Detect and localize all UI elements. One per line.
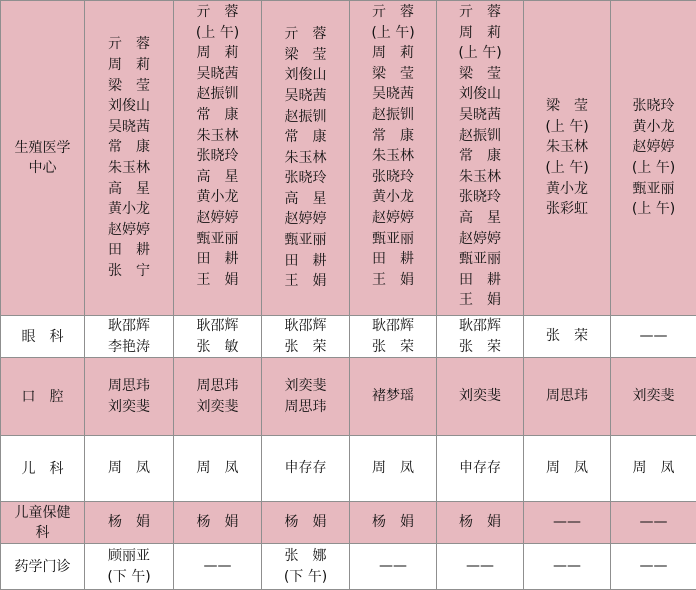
doctor-name: 张 荣	[350, 337, 436, 358]
doctor-name: 常 康	[262, 127, 349, 148]
doctor-name: 张 娜	[262, 546, 349, 567]
doctor-name: 田 耕	[350, 249, 436, 270]
doctor-name: 梁 莹	[350, 64, 436, 85]
row-pediatrics	[1, 436, 696, 502]
doctor-name: 甄亚丽	[174, 229, 261, 250]
doctor-name: (上 午)	[174, 23, 261, 44]
doctor-cell	[85, 502, 174, 544]
dept-cell	[1, 544, 85, 590]
doctor-cell	[350, 544, 437, 590]
doctor-name: 高 星	[437, 208, 523, 229]
doctor-name: 赵振钏	[262, 107, 349, 128]
doctor-name: 赵婷婷	[437, 229, 523, 250]
doctor-name: 周 凤	[350, 458, 436, 479]
doctor-name: (上 午)	[350, 23, 436, 44]
doctor-name: (上 午)	[611, 158, 696, 179]
doctor-name: 田 耕	[437, 270, 523, 291]
doctor-name: 刘俊山	[262, 65, 349, 86]
doctor-name: 耿邵辉	[262, 316, 349, 337]
doctor-cell	[262, 358, 350, 436]
doctor-name: 刘俊山	[85, 96, 173, 117]
doctor-name: 甄亚丽	[611, 179, 696, 200]
department-name: 药学门诊	[1, 557, 84, 577]
doctor-name: 高 星	[85, 179, 173, 200]
dept-cell	[1, 502, 85, 544]
doctor-cell	[437, 436, 524, 502]
doctor-name: 田 耕	[262, 251, 349, 272]
doctor-name: (上 午)	[524, 117, 610, 138]
no-schedule-dash: ——	[524, 556, 610, 577]
doctor-name: 黄小龙	[85, 199, 173, 220]
department-name: 眼 科	[1, 327, 84, 347]
doctor-name: 王 娟	[437, 290, 523, 311]
doctor-name: 朱玉林	[350, 146, 436, 167]
doctor-name: 常 康	[174, 105, 261, 126]
doctor-name: 田 耕	[85, 240, 173, 261]
doctor-name: 亓 蓉	[437, 2, 523, 23]
doctor-name: 吴晓茜	[437, 105, 523, 126]
doctor-name: 赵婷婷	[85, 220, 173, 241]
doctor-name: 耿邵辉	[350, 316, 436, 337]
doctor-name: 吴晓茜	[174, 64, 261, 85]
doctor-name: 赵婷婷	[611, 137, 696, 158]
doctor-name: 张晓玲	[174, 146, 261, 167]
doctor-name: 杨 娟	[85, 512, 173, 533]
no-schedule-dash: ——	[524, 512, 610, 533]
doctor-name: 周 莉	[174, 43, 261, 64]
doctor-name: 亓 蓉	[174, 2, 261, 23]
doctor-name: 朱玉林	[174, 126, 261, 147]
doctor-name: 周思玮	[262, 397, 349, 418]
doctor-name: 周 莉	[437, 23, 523, 44]
doctor-name: 梁 莹	[524, 96, 610, 117]
doctor-name: 张彩虹	[524, 199, 610, 220]
doctor-name: 高 星	[174, 167, 261, 188]
dept-cell	[1, 1, 85, 316]
doctor-name: 黄小龙	[174, 187, 261, 208]
row-reproductive-medicine	[1, 1, 696, 316]
doctor-name: 田 耕	[174, 249, 261, 270]
department-name: 生殖医学	[1, 138, 84, 158]
doctor-cell	[524, 358, 611, 436]
doctor-cell	[262, 436, 350, 502]
doctor-cell	[437, 502, 524, 544]
doctor-name: 申存存	[437, 458, 523, 479]
doctor-cell	[174, 502, 262, 544]
doctor-name: 耿邵辉	[174, 316, 261, 337]
doctor-cell	[524, 502, 611, 544]
doctor-name: (下 午)	[262, 567, 349, 588]
doctor-name: 赵振钏	[350, 105, 436, 126]
doctor-name: 黄小龙	[611, 117, 696, 138]
doctor-name: 刘奕斐	[437, 386, 523, 407]
no-schedule-dash: ——	[611, 326, 696, 347]
doctor-cell	[524, 544, 611, 590]
doctor-name: 耿邵辉	[85, 316, 173, 337]
doctor-name: 梁 莹	[85, 76, 173, 97]
row-ophthalmology	[1, 316, 696, 358]
doctor-cell	[262, 544, 350, 590]
doctor-cell	[437, 358, 524, 436]
doctor-cell	[85, 544, 174, 590]
doctor-cell	[611, 1, 696, 316]
doctor-name: 亓 蓉	[262, 24, 349, 45]
doctor-name: 张晓玲	[611, 96, 696, 117]
dept-cell	[1, 316, 85, 358]
doctor-name: 周 凤	[611, 458, 696, 479]
doctor-cell	[174, 358, 262, 436]
doctor-name: 张 荣	[262, 337, 349, 358]
doctor-name: 周思玮	[524, 386, 610, 407]
doctor-cell	[350, 316, 437, 358]
doctor-name: 杨 娟	[437, 512, 523, 533]
doctor-name: 张 荣	[524, 326, 610, 347]
doctor-name: 亓 蓉	[85, 34, 173, 55]
doctor-name: 刘奕斐	[85, 397, 173, 418]
doctor-name: 梁 莹	[262, 45, 349, 66]
doctor-cell	[174, 316, 262, 358]
doctor-cell	[611, 436, 696, 502]
no-schedule-dash: ——	[437, 556, 523, 577]
doctor-name: (上 午)	[524, 158, 610, 179]
doctor-name: 王 娟	[262, 271, 349, 292]
doctor-name: (上 午)	[437, 43, 523, 64]
doctor-cell	[350, 358, 437, 436]
doctor-name: 黄小龙	[524, 179, 610, 200]
doctor-name: 朱玉林	[85, 158, 173, 179]
doctor-name: 周思玮	[85, 376, 173, 397]
doctor-name: 刘奕斐	[174, 397, 261, 418]
dept-cell	[1, 436, 85, 502]
doctor-name: 张 荣	[437, 337, 523, 358]
doctor-name: 王 娟	[350, 270, 436, 291]
doctor-name: 吴晓茜	[262, 86, 349, 107]
doctor-cell	[85, 316, 174, 358]
doctor-name: 周 凤	[524, 458, 610, 479]
doctor-cell	[611, 544, 696, 590]
doctor-name: 张 敏	[174, 337, 261, 358]
doctor-name: 周 莉	[350, 43, 436, 64]
doctor-name: 赵婷婷	[350, 208, 436, 229]
doctor-name: 常 康	[437, 146, 523, 167]
doctor-name: 刘奕斐	[611, 386, 696, 407]
doctor-name: 张 宁	[85, 261, 173, 282]
doctor-name: 赵婷婷	[262, 209, 349, 230]
doctor-cell	[262, 316, 350, 358]
doctor-name: 吴晓茜	[85, 117, 173, 138]
doctor-name: 甄亚丽	[437, 249, 523, 270]
doctor-name: 吴晓茜	[350, 84, 436, 105]
doctor-name: 杨 娟	[174, 512, 261, 533]
doctor-cell	[262, 1, 350, 316]
doctor-name: 周 凤	[85, 458, 173, 479]
doctor-name: 张晓玲	[262, 168, 349, 189]
doctor-name: 杨 娟	[262, 512, 349, 533]
doctor-cell	[437, 316, 524, 358]
doctor-name: 朱玉林	[524, 137, 610, 158]
doctor-name: 常 康	[85, 137, 173, 158]
doctor-cell	[350, 436, 437, 502]
doctor-name: 朱玉林	[437, 167, 523, 188]
doctor-cell	[350, 502, 437, 544]
doctor-name: 周 莉	[85, 55, 173, 76]
doctor-cell	[262, 502, 350, 544]
doctor-cell	[611, 316, 696, 358]
doctor-cell	[85, 436, 174, 502]
doctor-cell	[85, 358, 174, 436]
doctor-name: 李艳涛	[85, 337, 173, 358]
doctor-name: 常 康	[350, 126, 436, 147]
doctor-cell	[524, 1, 611, 316]
doctor-cell	[524, 316, 611, 358]
doctor-name: 刘奕斐	[262, 376, 349, 397]
doctor-name: 周 凤	[174, 458, 261, 479]
row-stomatology	[1, 358, 696, 436]
no-schedule-dash: ——	[350, 556, 436, 577]
doctor-name: 赵婷婷	[174, 208, 261, 229]
row-child-health	[1, 502, 696, 544]
dept-cell	[1, 358, 85, 436]
department-name: 科	[1, 523, 84, 543]
doctor-name: 申存存	[262, 458, 349, 479]
doctor-name: 张晓玲	[350, 167, 436, 188]
doctor-name: 周思玮	[174, 376, 261, 397]
doctor-name: 张晓玲	[437, 187, 523, 208]
doctor-name: 甄亚丽	[262, 230, 349, 251]
doctor-cell	[437, 1, 524, 316]
doctor-name: 朱玉林	[262, 148, 349, 169]
doctor-cell	[437, 544, 524, 590]
doctor-cell	[174, 436, 262, 502]
doctor-name: 刘俊山	[437, 84, 523, 105]
doctor-name: 赵振钏	[437, 126, 523, 147]
doctor-name: 顾丽亚	[85, 546, 173, 567]
doctor-name: 甄亚丽	[350, 229, 436, 250]
doctor-cell	[174, 544, 262, 590]
doctor-name: 耿邵辉	[437, 316, 523, 337]
doctor-name: 梁 莹	[437, 64, 523, 85]
doctor-name: 高 星	[262, 189, 349, 210]
doctor-cell	[350, 1, 437, 316]
doctor-name: 杨 娟	[350, 512, 436, 533]
no-schedule-dash: ——	[611, 556, 696, 577]
department-name: 儿 科	[1, 459, 84, 479]
no-schedule-dash: ——	[174, 556, 261, 577]
doctor-name: 亓 蓉	[350, 2, 436, 23]
doctor-cell	[174, 1, 262, 316]
doctor-name: 黄小龙	[350, 187, 436, 208]
doctor-name: (上 午)	[611, 199, 696, 220]
doctor-name: (下 午)	[85, 567, 173, 588]
department-name: 口 腔	[1, 387, 84, 407]
department-name: 儿童保健	[1, 503, 84, 523]
no-schedule-dash: ——	[611, 512, 696, 533]
doctor-cell	[611, 502, 696, 544]
doctor-name: 褚梦瑶	[350, 386, 436, 407]
department-name: 中心	[1, 158, 84, 178]
doctor-cell	[524, 436, 611, 502]
doctor-cell	[611, 358, 696, 436]
doctor-name: 王 娟	[174, 270, 261, 291]
doctor-name: 赵振钏	[174, 84, 261, 105]
doctor-cell	[85, 1, 174, 316]
row-pharmacy-clinic	[1, 544, 696, 590]
